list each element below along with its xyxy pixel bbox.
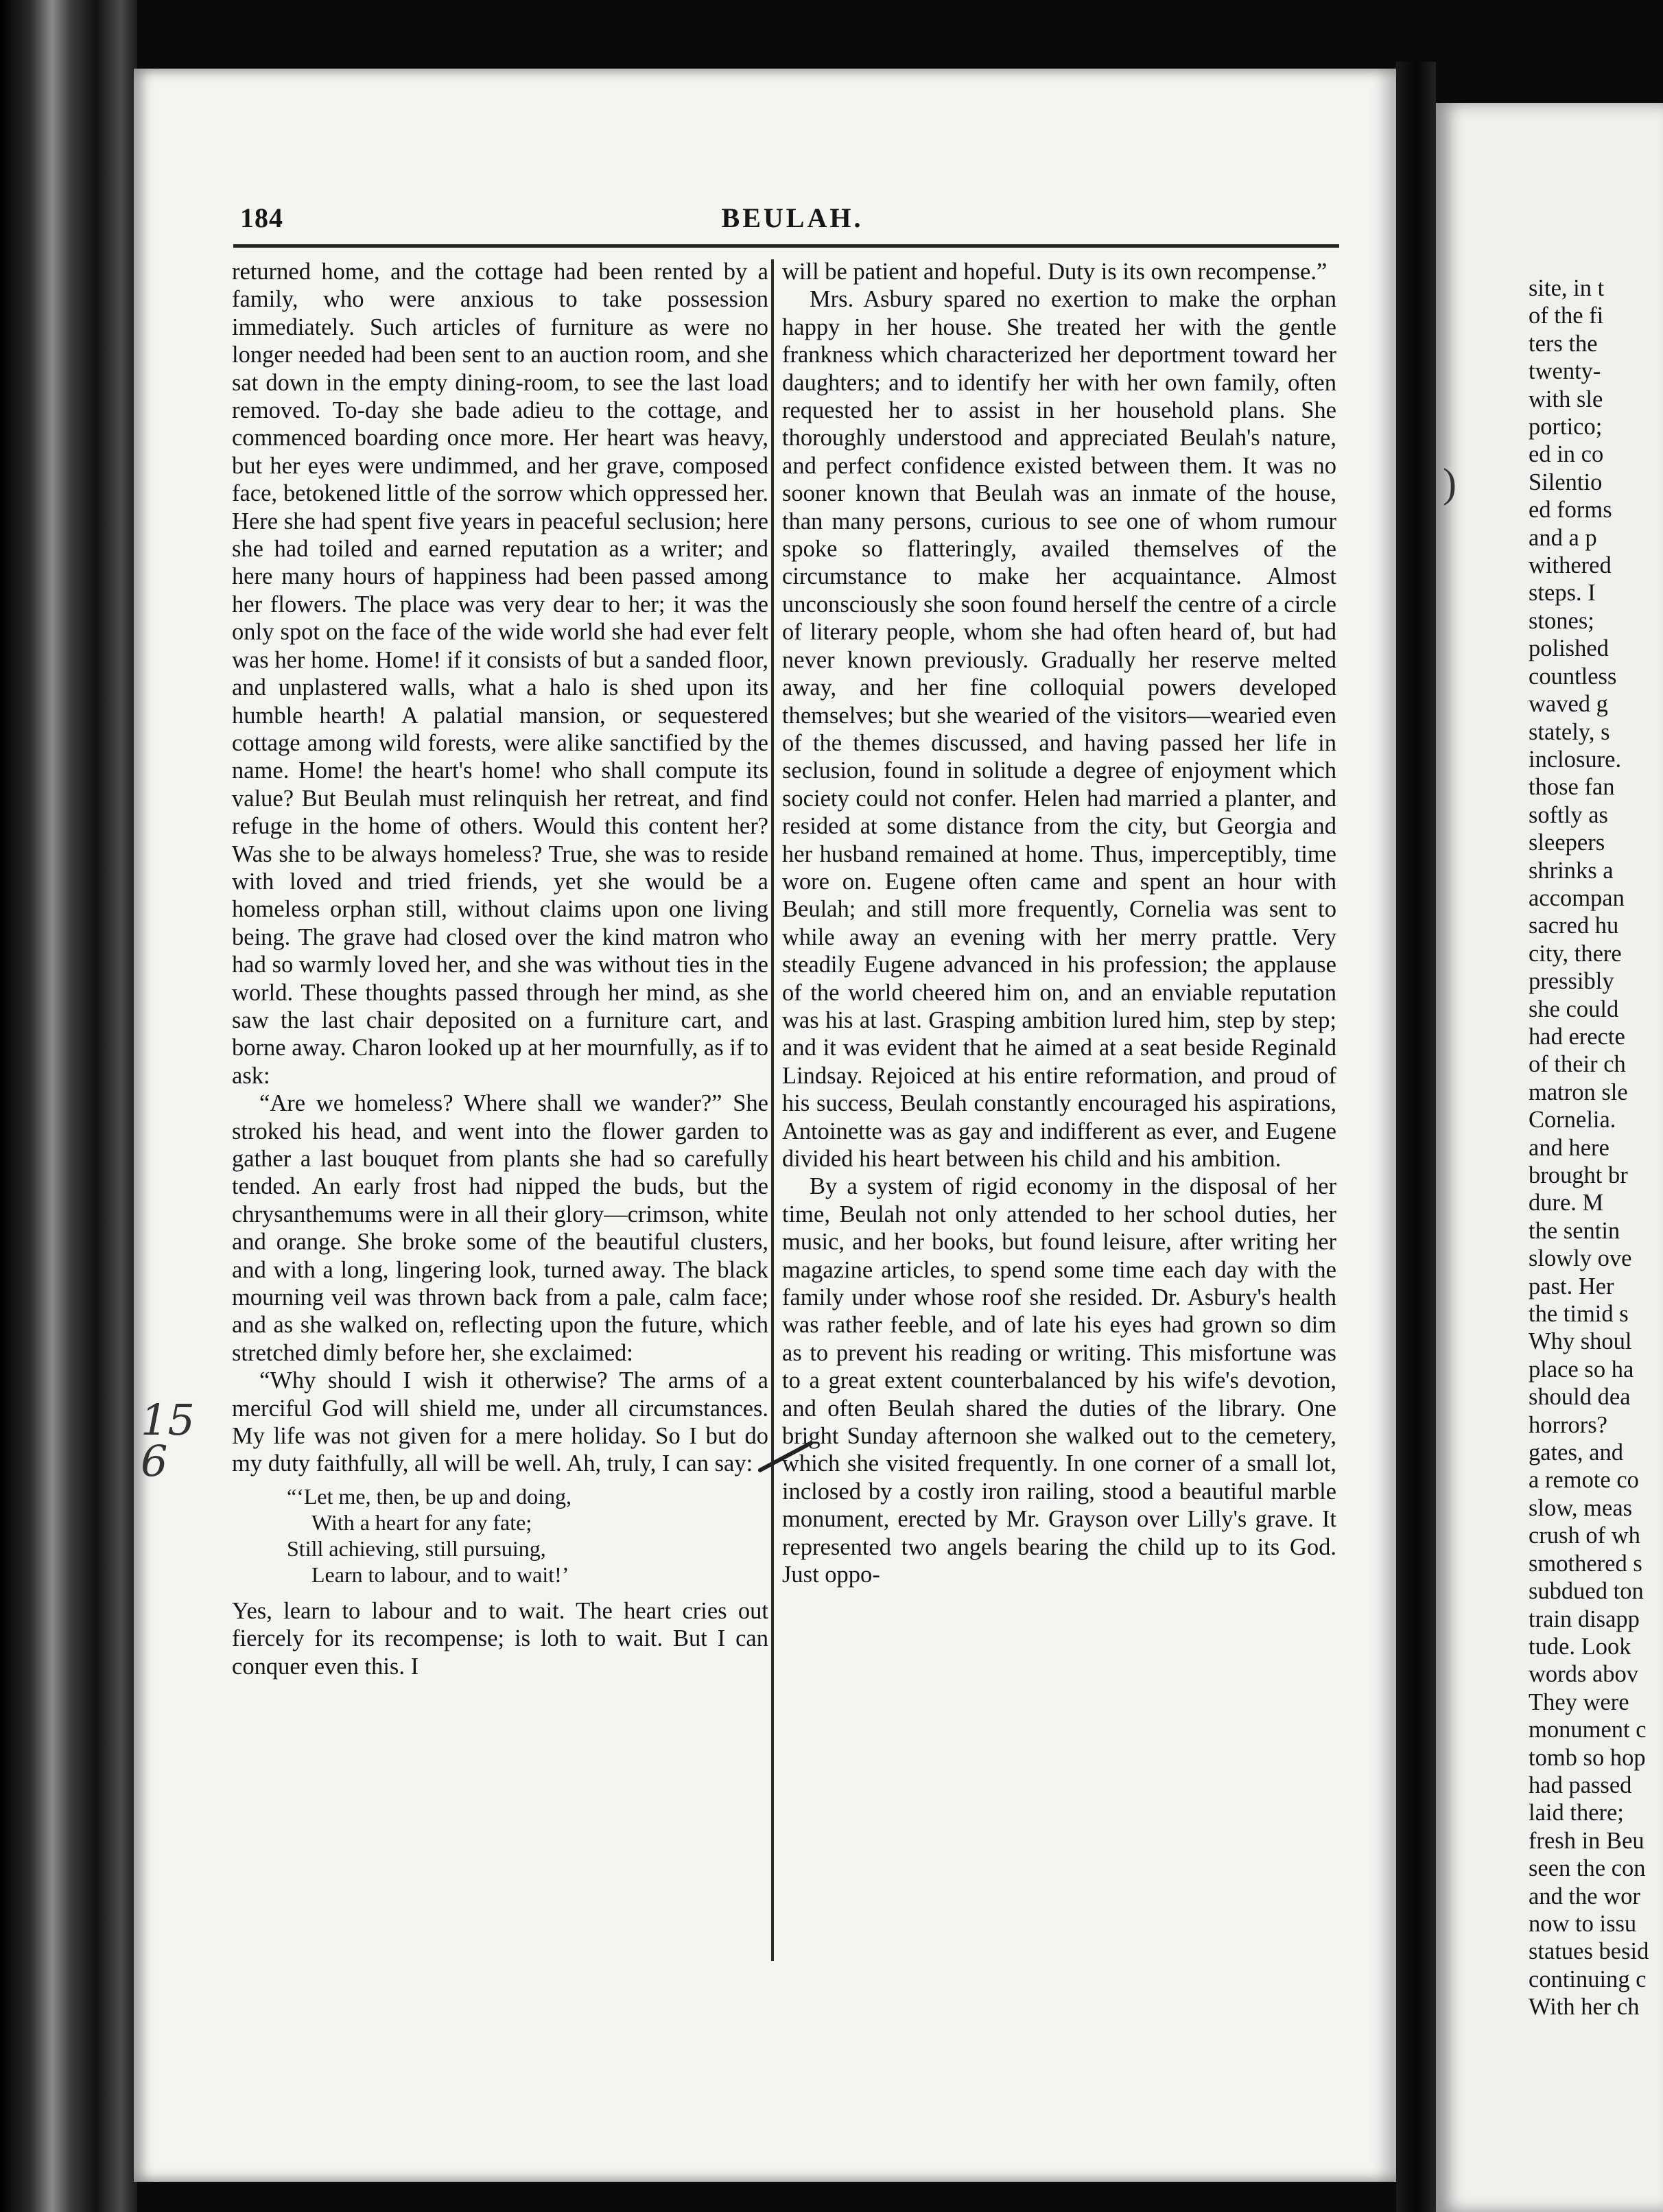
facing-page-line: had passed — [1529, 1772, 1632, 1798]
facing-page-line: countless — [1529, 663, 1617, 690]
verse-quote — [287, 1483, 768, 1588]
facing-page-line: twenty- — [1529, 358, 1601, 385]
facing-page-line: horrors? — [1529, 1411, 1607, 1438]
facing-page-line: now to issu — [1529, 1910, 1637, 1937]
left-column — [232, 258, 768, 1960]
facing-page-line: of the fi — [1529, 303, 1604, 329]
facing-page-text — [1529, 274, 1663, 2021]
facing-page-line: crush of wh — [1529, 1522, 1640, 1549]
facing-page-line: withered — [1529, 552, 1612, 579]
paragraph: Yes, learn to labour and to wait. The heart cries out fiercely for its recompense; is loth to wait. But I can conquer even this. I — [232, 1597, 768, 1680]
facing-page-line: accompan — [1529, 884, 1625, 911]
facing-page-line: seen the con — [1529, 1855, 1646, 1882]
facing-page-line: tude. Look — [1529, 1633, 1631, 1660]
facing-page-line: portico; — [1529, 414, 1603, 440]
facing-page-line: slow, meas — [1529, 1494, 1633, 1521]
page-header — [240, 196, 1345, 244]
page-number: 184 — [240, 202, 283, 233]
facing-page-line: Why shoul — [1529, 1328, 1632, 1355]
facing-page-line: With her ch — [1529, 1994, 1640, 2021]
facing-page-line: words abov — [1529, 1661, 1639, 1688]
verse-line: Learn to labour, and to wait!’ — [311, 1562, 569, 1587]
facing-page-line: pressibly — [1529, 968, 1614, 995]
facing-page-line: softly as — [1529, 801, 1608, 828]
verse-line: “‘Let me, then, be up and doing, — [287, 1483, 571, 1509]
facing-page-line: fresh in Beu — [1529, 1827, 1644, 1854]
verse-line: Still achieving, still pursuing, — [287, 1536, 546, 1561]
facing-page-line: of their ch — [1529, 1051, 1626, 1078]
facing-page-line: tomb so hop — [1529, 1744, 1646, 1771]
header-rule — [233, 244, 1339, 248]
facing-page-line: past. Her — [1529, 1273, 1614, 1299]
facing-page-line: gates, and — [1529, 1439, 1623, 1466]
facing-page-line: place so ha — [1529, 1356, 1634, 1382]
facing-page-line: the timid s — [1529, 1301, 1629, 1328]
facing-page-line: sacred hu — [1529, 913, 1619, 939]
facing-page-line: and the wor — [1529, 1883, 1640, 1909]
facing-page-line: site, in t — [1529, 275, 1605, 301]
facing-page-line: ters the — [1529, 330, 1598, 357]
facing-page-line: dure. M — [1529, 1190, 1604, 1216]
facing-page-line: and a p — [1529, 524, 1597, 551]
facing-page-line: sleepers — [1529, 830, 1605, 856]
facing-page-line: train disapp — [1529, 1605, 1640, 1632]
facing-page-line: Silentio — [1529, 469, 1603, 495]
facing-page-line: Cornelia. — [1529, 1107, 1616, 1133]
facing-page-line: matron sle — [1529, 1079, 1628, 1105]
facing-page-line: monument c — [1529, 1717, 1647, 1743]
facing-page-line: shrinks a — [1529, 857, 1614, 884]
running-head: BEULAH. — [721, 202, 864, 233]
facing-page-line: They were — [1529, 1689, 1629, 1715]
facing-page-line: should dea — [1529, 1384, 1631, 1411]
facing-page-line: a remote co — [1529, 1467, 1639, 1494]
right-column — [782, 258, 1336, 1960]
facing-page-line: brought br — [1529, 1162, 1628, 1188]
paragraph: will be patient and hopeful. Duty is its own recompense.” — [782, 259, 1328, 285]
paragraph: “Are we homeless? Where shall we wander?” She stroked his head, and went into the flower garden to gather a last bouquet from plants she had so carefully tended. An early frost had nipped the buds, but the chrysanthemums were in all their glory—crimson, white and orange. She broke some of the beautiful clusters, and with a long, lingering look, turned away. The black mourning veil was thrown back from a pale, calm face; and as she walked on, reflecting upon the future, which stretched dimly before her, she exclaimed: — [232, 1090, 768, 1366]
facing-page-line: stones; — [1529, 607, 1594, 634]
verse-line: With a heart for any fate; — [311, 1509, 532, 1535]
facing-page-line: subdued ton — [1529, 1578, 1644, 1605]
facing-page-line: ed in co — [1529, 441, 1604, 468]
facing-page-line: ed forms — [1529, 497, 1612, 523]
facing-page-line: slowly ove — [1529, 1245, 1632, 1272]
facing-page-line: those fan — [1529, 774, 1615, 801]
facing-page-line: continuing c — [1529, 1966, 1647, 1992]
facing-page-line: steps. I — [1529, 580, 1596, 607]
facing-page-line: stately, s — [1529, 718, 1610, 745]
facing-page-line: laid there; — [1529, 1800, 1624, 1826]
paragraph: “Why should I wish it otherwise? The arms of a merciful God will shield me, under all circumstances. My life was not given for a mere holiday. So I but do my duty faithfully, all will be well. Ah, truly, I can say: — [232, 1367, 768, 1477]
facing-page-line: waved g — [1529, 691, 1608, 718]
facing-page-line: city, there — [1529, 940, 1622, 967]
page-gutter — [1396, 62, 1436, 2212]
facing-page-line: smothered s — [1529, 1550, 1642, 1577]
facing-page-line: she could — [1529, 996, 1619, 1022]
facing-page — [1436, 103, 1663, 2212]
facing-page-line: had erecte — [1529, 1023, 1625, 1050]
paragraph: returned home, and the cottage had been rented by a family, who were anxious to take possession immediately. Such articles of furniture as were no longer needed had been sent to an auction room, and she sat down in the empty dining-room, to see the last load removed. To-day she bade adieu to the cottage, and commenced boarding once more. Her heart was heavy, but her eyes were undimmed, and her grave, composed face, betokened little of the sorrow which oppressed her. Here she had spent five years in peaceful seclusion; here she had toiled and earned reputation as a writer; and here many hours of happiness had been passed among her flowers. The place was very dear to her; it was the only spot on the face of the wide world she had ever felt was her home. Home! if it consists of but a sanded floor, and unplastered walls, what a halo is shed upon its humble hearth! A palatial mansion, or sequestered cottage among wild forests, were alike sanctified by the name. Home! the heart's home! who shall compute its value? But Beulah must relinquish her retreat, and find refuge in the home of others. Would this content her? Was she to be always homeless? True, she was to reside with loved and tried friends, yet she would be a homeless orphan still, without claims upon one living being. The grave had closed over the kind matron who had so warmly loved her, and she was without ties in the world. These thoughts passed through her mind, as she saw the last chair deposited on a furniture cart, and borne away. Charon looked up at her mournfully, as if to ask: — [232, 259, 768, 1089]
facing-page-line: statues besid — [1529, 1938, 1649, 1965]
facing-page-line: and here — [1529, 1134, 1609, 1161]
pencil-annotation: 15 6 — [141, 1395, 195, 1486]
paragraph: By a system of rigid economy in the disposal of her time, Beulah not only attended to her school duties, her music, and her books, but found leisure, after writing her magazine articles, to spend some time each day with the family under whose roof she resided. Dr. Asbury's health was rather feeble, and of late his eyes had grown so dim as to prevent his reading or writing. This misfortune was to a great extent counterbalanced by his wife's devotion, and often Beulah shared the duties of the library. One bright Sunday afternoon she walked out to the cemetery, which she visited frequently. In one corner of a small lot, inclosed by a costly iron railing, stood a beautiful marble monument, erected by Mr. Grayson over Lilly's grave. It represented two angels bearing the child up to its God. Just oppo- — [782, 1173, 1336, 1588]
facing-page-paren-mark: ) — [1443, 460, 1456, 506]
facing-page-line: polished — [1529, 635, 1609, 662]
facing-page-line: inclosure. — [1529, 746, 1622, 773]
facing-page-line: the sentin — [1529, 1217, 1620, 1244]
paragraph: Mrs. Asbury spared no exertion to make the orphan happy in her house. She treated her with the gentle frankness which characterized her deportment toward her daughters; and to identify her with her own family, often requested her to assist in her household plans. She thoroughly understood and appreciated Beulah's nature, and perfect confidence existed between them. It was no sooner known that Beulah was an inmate of the house, than many persons, curious to see one of whom rumour spoke so flatteringly, availed themselves of the circumstance to make her acquaintance. Almost unconsciously she soon found herself the centre of a circle of literary people, whom she had often heard of, but had never known previously. Gradually her reserve melted away, and her fine colloquial powers developed themselves; but she wearied of the visitors—wearied even of the themes discussed, and having passed her life in seclusion, found in solitude a degree of enjoyment which society could not confer. Helen had married a planter, and resided at some distance from the city, but Georgia and her husband remained at home. Thus, imperceptibly, time wore on. Eugene often came and spent an hour with Beulah; and still more frequently, Cornelia was sent to while away an evening with her merry prattle. Very steadily Eugene advanced in his profession; the applause of the world cheered him on, and an enviable reputation was his at last. Grasping ambition lured him, step by step; and it was evident that he aimed at a seat beside Reginald Lindsay. Rejoiced at his entire reformation, and proud of his success, Beulah constantly encouraged his aspirations, Antoinette was as gay and indifferent as ever, and Eugene divided his heart between his child and his ambition. — [782, 286, 1336, 1172]
facing-page-line: with sle — [1529, 386, 1603, 412]
book-binding — [0, 0, 137, 2212]
column-divider — [771, 259, 774, 1961]
